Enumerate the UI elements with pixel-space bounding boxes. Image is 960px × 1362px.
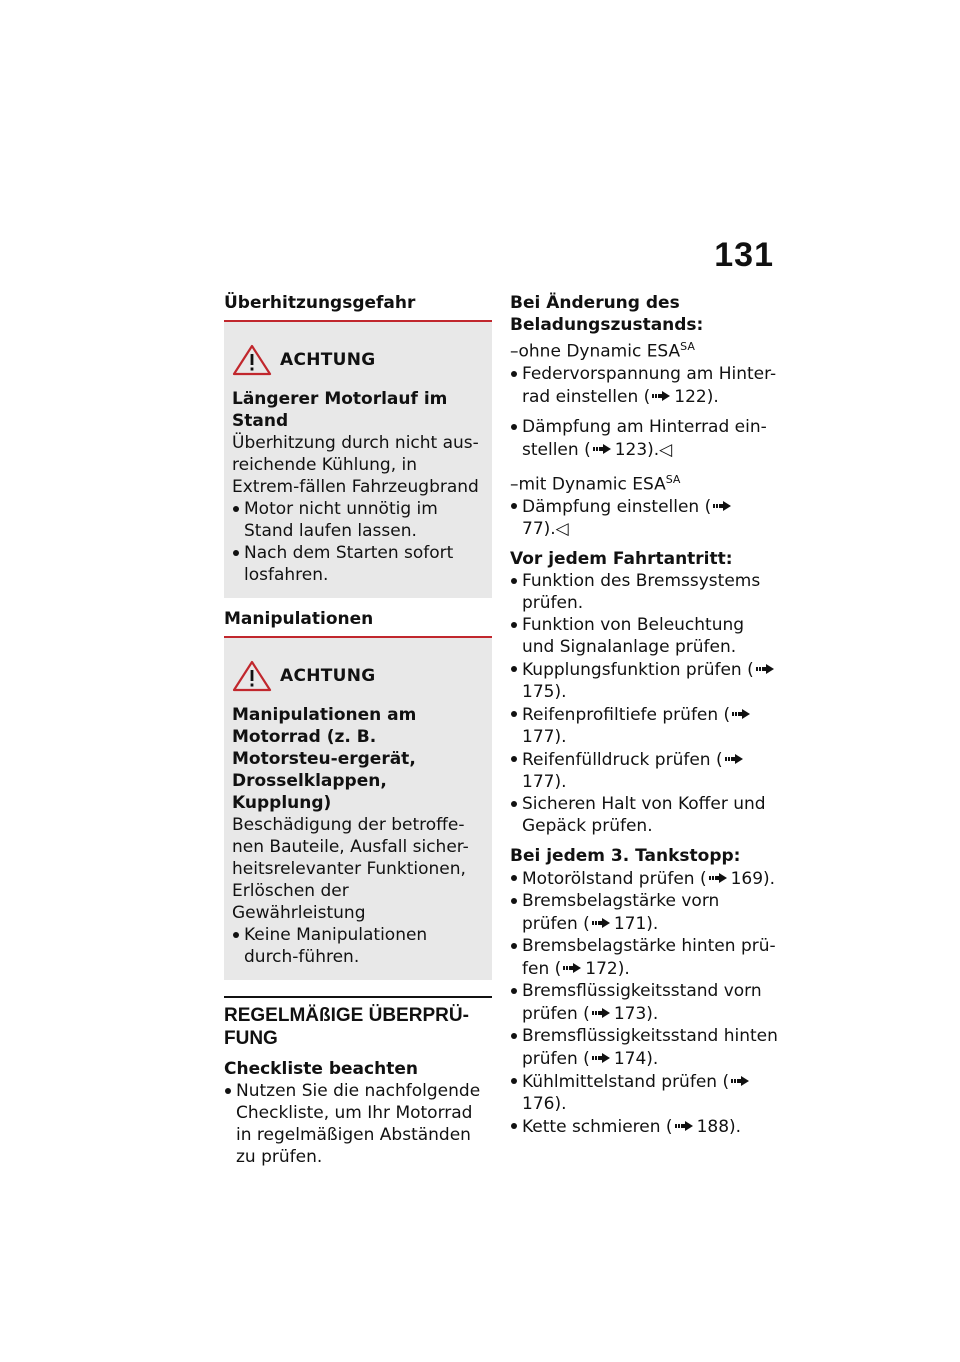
list-item (510, 1115, 780, 1138)
overheat-heading: Überhitzungsgefahr (224, 293, 416, 313)
list-item (510, 495, 780, 540)
list-item-text: Sicheren Halt von Koffer und Gepäck prüfen. (522, 794, 766, 837)
page-reference[interactable]: 177). (522, 772, 567, 793)
list-item-text: Reifenprofiltiefe prüfen ( (522, 705, 731, 726)
page-reference-arrow-icon (563, 957, 581, 967)
list-item-text: Dämpfung einstellen ( (522, 497, 712, 518)
checklist-heading: Checkliste beachten (224, 1059, 418, 1079)
warning-triangle-icon (232, 660, 272, 692)
with-esa-list (510, 495, 780, 540)
warning-title: Längerer Motorlauf im Stand (232, 389, 448, 431)
warning-title: Manipulationen am Motorrad (z. B. Motorsteu-ergerät, Drosselklappen, Kupplung) (232, 705, 417, 813)
page-reference[interactable]: 123).◁ (614, 439, 673, 460)
page-number: 131 (714, 236, 774, 274)
list-item-text: Bremsbelagstärke vorn prüfen ( (522, 891, 720, 935)
without-esa-list (510, 363, 780, 461)
list-item: Motor nicht unnötig im Stand laufen lassen. (232, 498, 484, 542)
page-reference[interactable]: 176). (522, 1094, 567, 1115)
list-item (510, 416, 780, 461)
tank-stop-list (510, 867, 780, 1138)
page-reference[interactable]: 173). (613, 1004, 659, 1025)
list-item: Nutzen Sie die nachfolgende Checkliste, um Ihr Motorrad in regelmäßigen Abständen zu prüfen. (224, 1080, 492, 1168)
list-item (510, 793, 780, 837)
warning-triangle-icon (232, 344, 272, 376)
list-item-text: Funktion des Bremssystems prüfen. (522, 571, 761, 614)
warning-text: Überhitzung durch nicht aus-reichende Kühlung, in Extrem-fällen Fahrzeugbrand (232, 433, 479, 497)
warning-header (232, 660, 484, 692)
page-reference[interactable]: 77).◁ (522, 519, 569, 540)
list-item (510, 658, 780, 703)
list-item-text: Dämpfung am Hinterrad ein-stellen ( (522, 416, 767, 460)
warning-text: Beschädigung der betroffe-nen Bauteile, Ausfall sicher-heitsrelevanter Funktionen, Erlöschen der Gewährleistung (232, 815, 469, 923)
manipulation-heading: Manipulationen (224, 609, 374, 629)
esa-superscript: SA (680, 340, 695, 353)
list-item-text: Kette schmieren ( (522, 1117, 673, 1138)
list-item-text: Reifenfülldruck prüfen ( (522, 750, 723, 771)
list-item (510, 748, 780, 793)
page-reference-arrow-icon (732, 703, 750, 713)
page-reference-arrow-icon (593, 438, 611, 448)
left-column (224, 292, 492, 1168)
section-title: REGELMÄßIGE ÜBERPRÜ-FUNG (224, 996, 492, 1050)
list-item-text: Bremsbelagstärke hinten prü-fen ( (522, 936, 776, 980)
list-item (510, 703, 780, 748)
list-item (510, 1025, 780, 1070)
before-ride-list (510, 570, 780, 837)
list-item-text: Bremsflüssigkeitsstand vorn prüfen ( (522, 981, 762, 1025)
list-item (510, 980, 780, 1025)
with-esa-label (510, 469, 780, 496)
list-item-text: Kühlmittelstand prüfen ( (522, 1072, 730, 1093)
list-item-text: Bremsflüssigkeitsstand hinten prüfen ( (522, 1026, 778, 1070)
without-esa-label (510, 336, 780, 363)
right-column (510, 292, 780, 1138)
without-esa-text: –ohne Dynamic ESA (510, 341, 681, 362)
list-item (510, 890, 780, 935)
warning-bullets (232, 924, 484, 968)
page-reference[interactable]: 122). (674, 386, 719, 407)
list-item (510, 570, 780, 614)
page-reference-arrow-icon (592, 1047, 610, 1057)
list-item: Nach dem Starten sofort losfahren. (232, 542, 484, 586)
page-reference[interactable]: 174). (613, 1049, 659, 1070)
warning-bullets (232, 498, 484, 586)
warning-box-manipulation (224, 636, 492, 980)
list-item (510, 935, 780, 980)
page-reference-arrow-icon (713, 495, 731, 505)
page-reference[interactable]: 171). (613, 914, 659, 935)
list-item (510, 363, 780, 408)
page-reference-arrow-icon (756, 658, 774, 668)
page-reference-arrow-icon (592, 912, 610, 922)
page-reference-arrow-icon (709, 867, 727, 877)
list-item-text: Federvorspannung am Hinter-rad einstellen ( (522, 363, 777, 407)
page-reference-arrow-icon (592, 1002, 610, 1012)
warning-label: ACHTUNG (280, 666, 376, 686)
with-esa-text: –mit Dynamic ESA (510, 474, 666, 495)
tank-stop-heading: Bei jedem 3. Tankstopp: (510, 846, 741, 867)
list-item (510, 1070, 780, 1115)
warning-label: ACHTUNG (280, 350, 376, 370)
page-reference-arrow-icon (725, 748, 743, 758)
list-item (510, 867, 780, 890)
page-reference[interactable]: 172). (585, 959, 630, 980)
page-reference[interactable]: 188). (696, 1117, 742, 1138)
list-item-text: Motorölstand prüfen ( (522, 869, 707, 890)
warning-box-overheat (224, 320, 492, 598)
list-item-text: Kupplungsfunktion prüfen ( (522, 660, 754, 681)
before-ride-heading: Vor jedem Fahrtantritt: (510, 549, 733, 570)
load-heading: Bei Änderung des Beladungszustands: (510, 293, 704, 335)
page-reference-arrow-icon (731, 1070, 749, 1080)
page-reference[interactable]: 169). (730, 869, 776, 890)
page-reference[interactable]: 177). (522, 727, 567, 748)
warning-header (232, 344, 484, 376)
page-reference-arrow-icon (675, 1115, 693, 1125)
checklist-bullets (224, 1080, 492, 1168)
page-reference-arrow-icon (652, 385, 670, 395)
list-item (510, 614, 780, 658)
list-item: Keine Manipulationen durch-führen. (232, 924, 484, 968)
esa-superscript: SA (665, 472, 681, 486)
page-reference[interactable]: 175). (522, 682, 567, 703)
list-item-text: Funktion von Beleuchtung und Signalanlage prüfen. (522, 615, 745, 658)
